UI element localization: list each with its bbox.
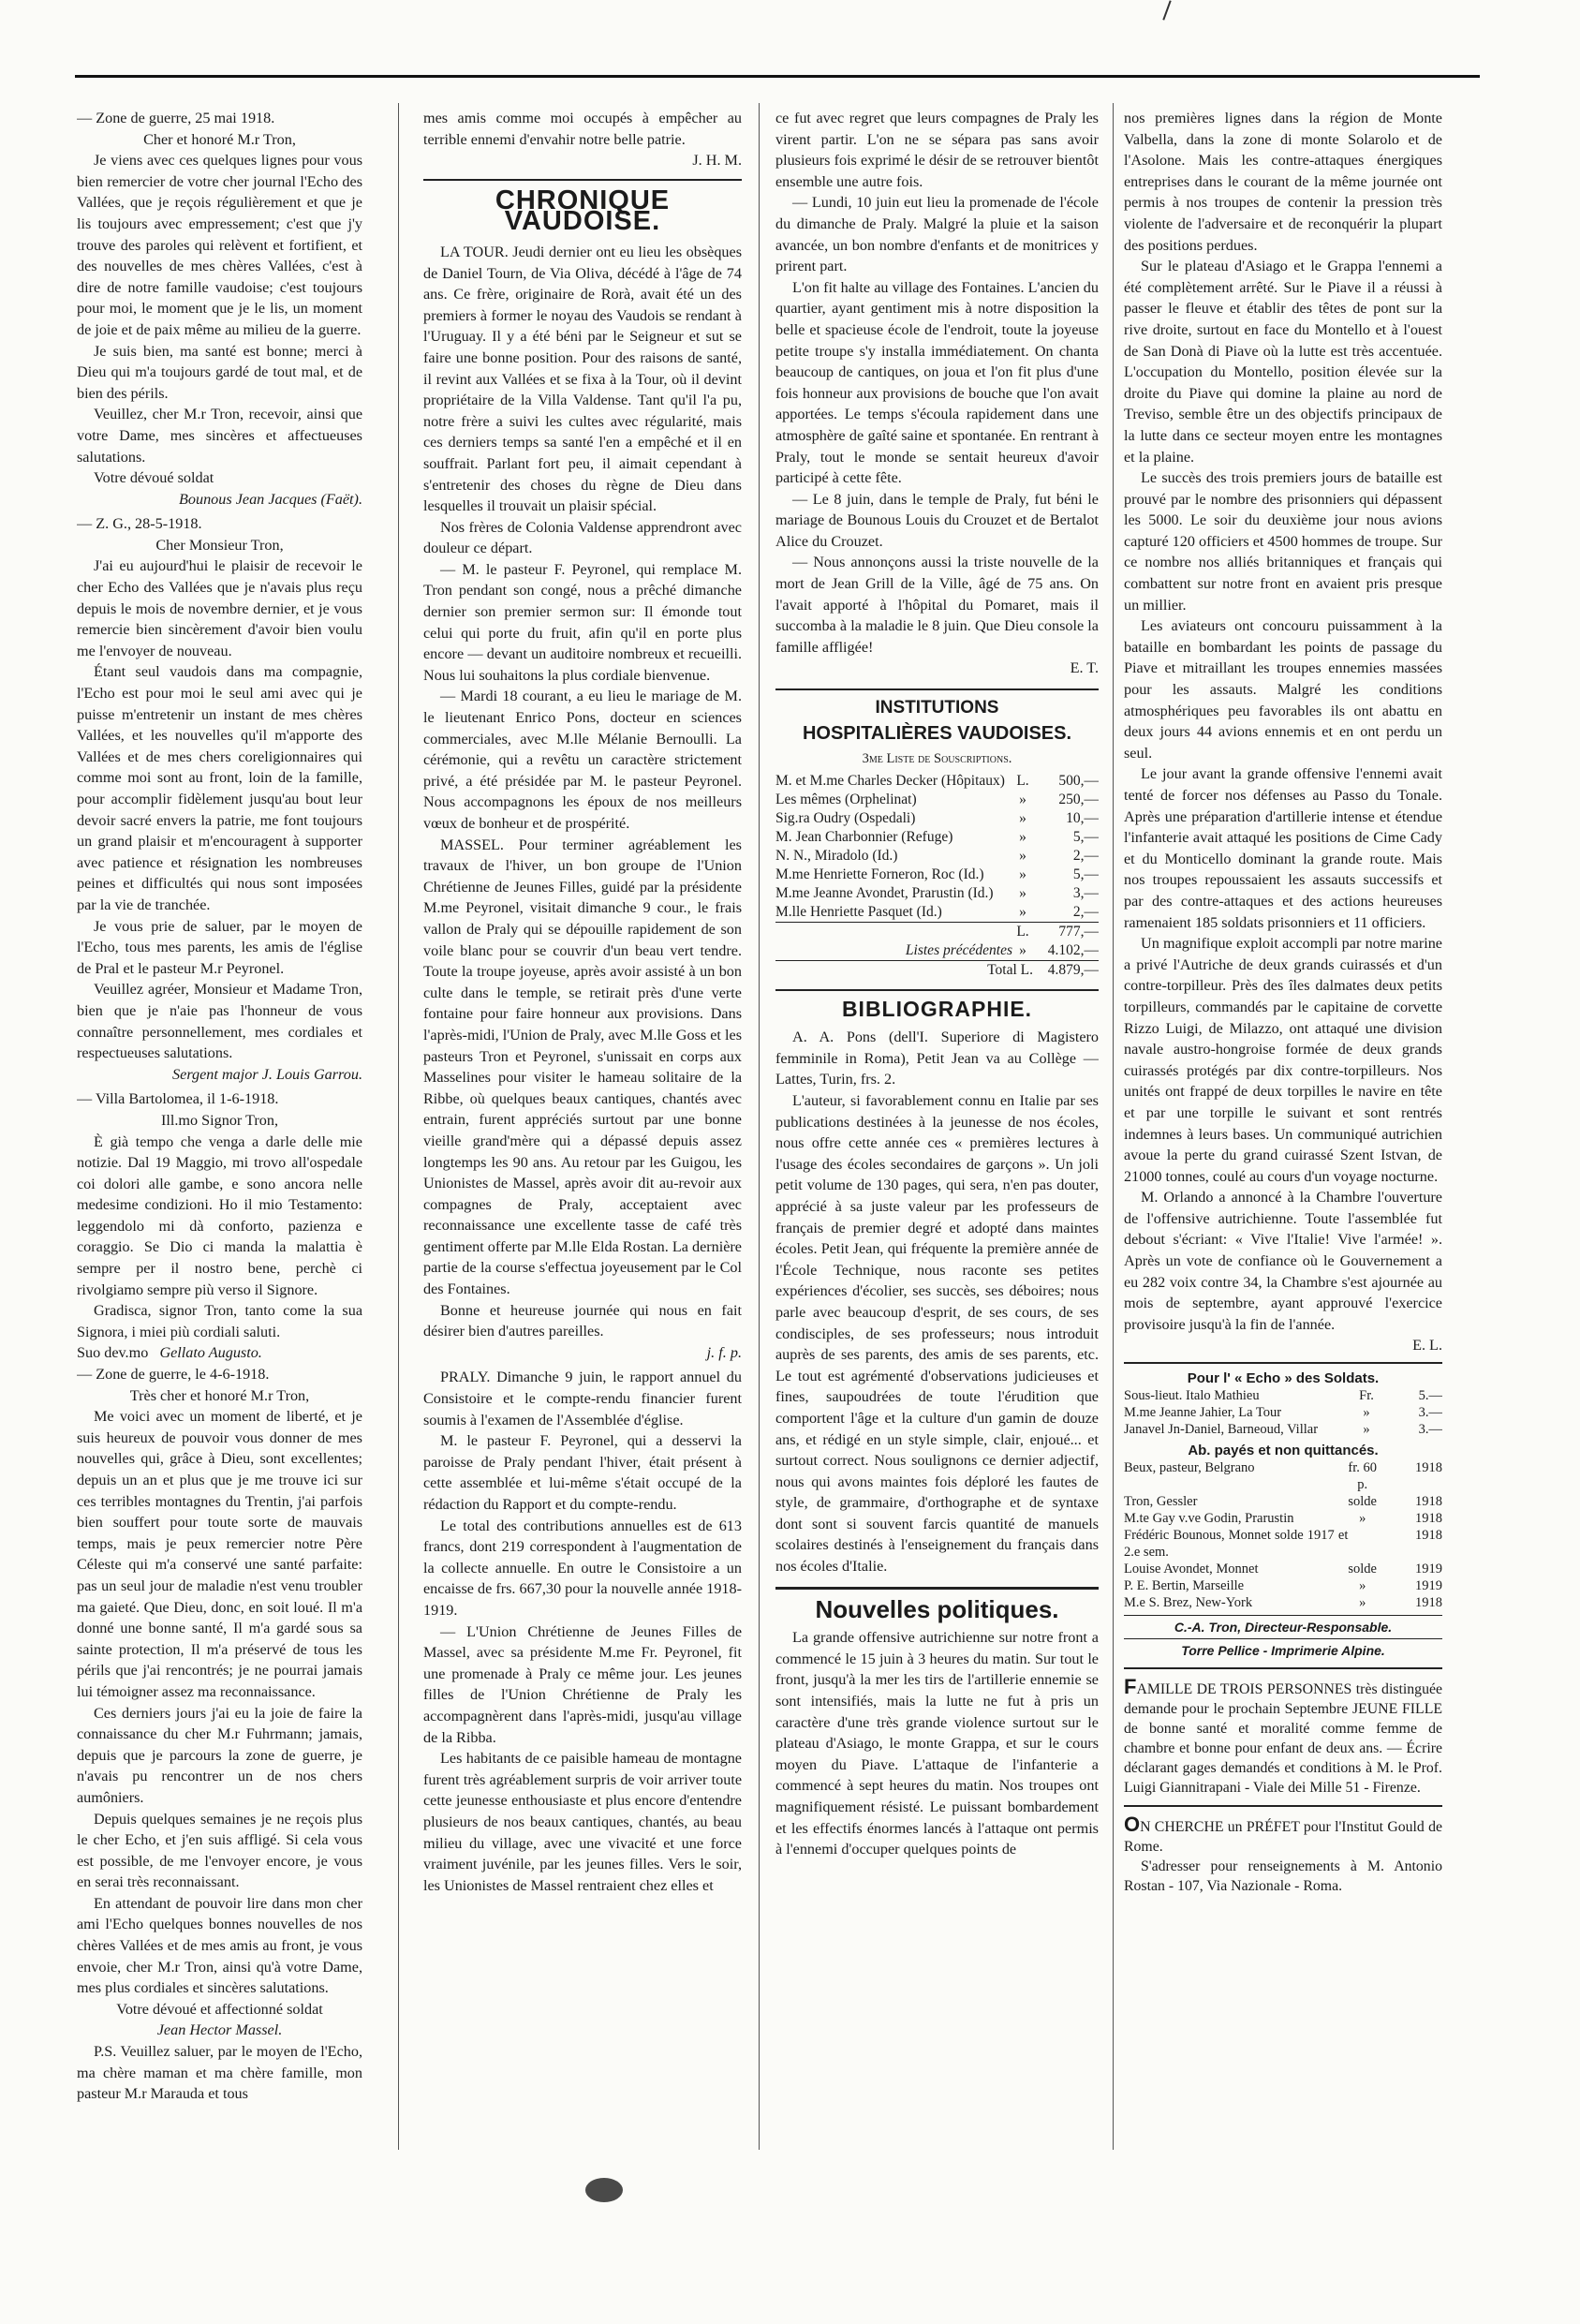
subscription-row [775, 847, 1099, 866]
subscriber-name: Tron, Gessler [1124, 1494, 1198, 1510]
subscriber-name: P. E. Bertin, Marseille [1124, 1578, 1245, 1594]
soldiers-fund-row [1124, 1387, 1442, 1404]
soldiers-fund-box [1124, 1362, 1442, 1660]
donor-name: M.lle Henriette Pasquet (Id.) [775, 903, 942, 920]
payment-year: 1919 [1415, 1562, 1442, 1577]
letter-closing-text: Suo dev.mo [77, 1344, 149, 1362]
letter-paragraph: Depuis quelques semaines je ne reçois plus le cher Echo, et j'en suis affligé. Si cela vous est possible, de me l'envoyer encore, je vous en serai très reconnaissant. [77, 1810, 362, 1891]
donation-amount: 3.— [1418, 1405, 1442, 1421]
donation-amount: 2,— [1072, 903, 1099, 920]
letter-signature: Gellato Augusto. [159, 1344, 262, 1362]
book-reference: A. A. Pons (dell'I. Superiore di Magistero femminile in Roma), Petit Jean va au Collège — Lattes, Turin, frs. 2. [775, 1029, 1099, 1088]
donor-name: N. N., Miradolo (Id.) [775, 847, 898, 864]
payment-year: 1919 [1415, 1578, 1442, 1594]
subscriber-name: M.e S. Brez, New-York [1124, 1595, 1253, 1611]
payment-note: solde [1348, 1562, 1377, 1577]
news-item: Le total des contributions annuelles est de 613 francs, dont 219 correspondent à l'augmentation de la collecte annuelle. En outre le Consistoire a un encaisse de frs. 667,30 pour la nouvelle année 1918-1919. [423, 1517, 742, 1619]
ink-blot [585, 2178, 623, 2202]
news-signature: E. L. [1412, 1337, 1442, 1354]
section-subtitle-hospitalieres: HOSPITALIÈRES VAUDOISES. [802, 723, 1072, 745]
payment-year: 1918 [1415, 1494, 1442, 1510]
news-item: — Nous annonçons aussi la triste nouvelle de la mort de Jean Grill de la Ville, âgé de 75 ans. On l'avait apporté à l'hôpital du Pomaret, mais il succomba à la maladie le 8 juin. Que Dieu console la famille affligée! [775, 554, 1099, 656]
news-item: Un magnifique exploit accompli par notre marine a privé l'Autriche de deux grands cuirassés et d'un contre-torpilleur. Près des îles dalmates deux petits torpilleurs, commandés par le capitaine de corvette Rizzo Luigi, de Milazzo, ont attaqué une division navale austro-hongroise formée de deux grands cuirassés protégés par dix contre-torpilleurs. Nos unités ont frappé de deux torpilles le navire en tête et par une torpille le suivant et sont rentrés indemnes à leurs bases. Un communiqué autrichien avoue la perte du grand cuirassé Szent Istvan, de 21000 tonnes, coulé au cours d'un voyage nocturne. [1124, 935, 1442, 1185]
soldiers-fund-row [1124, 1421, 1442, 1438]
letter-greeting: Cher Monsieur Tron, [155, 536, 284, 554]
total-row [775, 960, 1099, 980]
soldiers-fund-row [1124, 1404, 1442, 1421]
subscriber-name: Beux, pasteur, Belgrano [1124, 1460, 1255, 1476]
subscription-paid-row [1124, 1561, 1442, 1577]
news-item: Bonne et heureuse journée qui nous en fait désirer bien d'autres pareilles. [423, 1301, 742, 1340]
subscription-list-title: 3me Liste de Souscriptions. [862, 751, 1012, 767]
letter-paragraph: Étant seul vaudois dans ma compagnie, l'Echo est pour moi le seul ami avec qui je puisse m'entretenir un instant de mes chères Vallées, et les nouvelles qu'il m'apporte des Vallées et de mes chers coreligionnaires qui comme moi sont au front, loin de la famille, pour accomplir fidèlement jusqu'au bout leur devoir sacré envers la patrie, me font toujours un grand plaisir et m'encouragent à supporter avec patience et résignation les nombreuses peines et difficultés qui nous sont imposées par la vie de tranchée. [77, 663, 362, 913]
total-amount: 4.879,— [1033, 960, 1099, 980]
currency-mark: » [1019, 847, 1026, 864]
news-item: Le succès des trois premiers jours de bataille est prouvé par le nombre des prisonniers qui dépassent les 5000. Le soir du deuxième jour nous avions capturé 120 officiers et 4500 hommes de troupe. Sur ce nombre nos alliés britanniques et français qui combattent sur notre front en avaient pris presque un millier. [1124, 469, 1442, 614]
currency-mark: » [1019, 884, 1026, 901]
letter-paragraph: Me voici avec un moment de liberté, et je suis heureux de pouvoir vous donner de mes nouvelles qui, grâce à Dieu, sont excellentes; depuis un an et plus que je me trouve ici sur ces terribles montagnes du Trentin, j'ai parfois bien souffert pour toute sorte de mauvais temps, mais je peux remercier notre Père Céleste qui m'a conservé une santé parfaite: pas un seul jour de maladie n'est venu troubler ma gaieté. Que Dieu, donc, en soit loué. Il m'a donné une bonne santé, Il m'a gardé sous sa sainte protection, Il m'a préservé de tous les périls que j'ai rencontrés; je ne pourrai jamais lui témoigner assez ma reconnaissance. [77, 1408, 362, 1700]
ad-dropcap: O [1124, 1813, 1141, 1837]
currency-mark: Fr. [1359, 1388, 1374, 1404]
previous-lists-label: Listes précédentes [905, 941, 1012, 958]
director-line: C.-A. Tron, Directeur-Responsable. [1124, 1615, 1442, 1636]
subscription-row [775, 866, 1099, 884]
payment-year: 1918 [1415, 1528, 1442, 1544]
news-signature: E. T. [1070, 659, 1099, 677]
donor-name: Sous-lieut. Italo Mathieu [1124, 1388, 1260, 1404]
news-item: — Mardi 18 courant, a eu lieu le mariage de M. le lieutenant Enrico Pons, docteur en sciences commerciales, avec M.lle Mélanie Bernoulli. La cérémonie, qui a revêtu un caractère strictement privé, a été présidée par M. le pasteur Peyronel. Nous accompagnons les époux de nos meilleurs vœux de bonheur et de prospérité. [423, 688, 742, 832]
letter-closing: Votre dévoué soldat [94, 469, 214, 487]
printer-line: Torre Pellice - Imprimerie Alpine. [1124, 1638, 1442, 1660]
currency-mark: » [1363, 1422, 1370, 1438]
letter-date: — Zone de guerre, 25 mai 1918. [77, 110, 275, 126]
news-item: — Le 8 juin, dans le temple de Praly, fut béni le mariage de Bounous Louis du Crouzet et de Bertalot Alice du Crouzet. [775, 490, 1099, 550]
donation-amount: 10,— [1066, 809, 1099, 826]
subscription-paid-row [1124, 1510, 1442, 1527]
column-divider [759, 103, 760, 2150]
news-signature: j. f. p. [706, 1343, 742, 1361]
subscription-paid-row [1124, 1459, 1442, 1493]
soldiers-fund-table [1124, 1387, 1442, 1438]
classified-ad-famille [1124, 1667, 1442, 1798]
donor-name: Les mêmes (Orphelinat) [775, 791, 917, 807]
classified-ad-prefet [1124, 1805, 1442, 1896]
ad-text: N CHERCHE un PRÉFET pour l'Institut Gould de Rome. [1124, 1819, 1442, 1856]
letter-paragraph: J'ai eu aujourd'hui le plaisir de recevoir le cher Echo des Vallées que je n'avais plus reçu depuis le mois de novembre dernier, et je vous remercie bien sincèrement d'avoir bien voulu me l'envoyer de nouveau. [77, 557, 362, 659]
news-continued: nos premières lignes dans la région de Monte Valbella, dans la zone di monte Solarolo et de l'Asolone. Mais les contre-attaques énergiques entreprises dans le courant de la même journée ont permis à nos troupes de contenir la pression très violente de l'adversaire et de reconquérir la plupart des positions perdues. [1124, 110, 1442, 254]
subscription-table [775, 772, 1099, 980]
subscriptions-table [1124, 1459, 1442, 1611]
payment-year: 1918 [1415, 1460, 1442, 1476]
news-item: — Lundi, 10 juin eut lieu la promenade de l'école du dimanche de Praly. Malgré la pluie et la saison avancée, un bon nombre d'enfants et de monitrices y prirent part. [775, 194, 1099, 275]
letter-greeting: Cher et honoré M.r Tron, [143, 130, 296, 148]
news-item: LA TOUR. Jeudi dernier ont eu lieu les obsèques de Daniel Tourn, de Via Oliva, décédé à l'âge de 74 ans. Ce frère, originaire de Rorà, avait été un des premiers à former le noyau des Vaudois se rendant à l'Uruguay. Il y a été béni par le Seigneur et sut se faire une bonne position. Pour des raisons de santé, il revint aux Vallées et se fixa à la Tour, où il devint propriétaire de la Villa Valdense. Tant qu'il l'a pu, notre frère a suivi les cultes avec régularité, mais ces derniers temps sa santé l'en a empêché et il en souffrait. Parlant fort peu, il aimait cependant à s'entretenir des choses du règne de Dieu dans lesquelles il trouvait un plaisir spécial. [423, 243, 742, 515]
currency-mark: » [1019, 903, 1026, 920]
news-item: Les aviateurs ont concouru puissamment à la bataille en bombardant les points de passage du Piave et mitraillant les troupes ennemies massées pour les assauts. Malgré les conditions atmosphériques peu favorables ils ont abattu en deux jours 44 avions ennemis et en ont perdu un seul. [1124, 617, 1442, 762]
column-2 [423, 108, 742, 2140]
total-label: Total L. [775, 960, 1033, 980]
subscription-paid-row [1124, 1527, 1442, 1561]
letter-signature: Sergent major J. Louis Garrou. [172, 1065, 362, 1083]
payment-year: 1918 [1415, 1595, 1442, 1611]
letter-paragraph: Veuillez agréer, Monsieur et Madame Tron, bien que je n'aie pas l'honneur de vous connaître personnellement, mes cordiales et respectueuses salutations. [77, 981, 362, 1062]
donation-amount: 3.— [1418, 1422, 1442, 1438]
currency-mark: » [1363, 1405, 1370, 1421]
news-item: PRALY. Dimanche 9 juin, le rapport annuel du Consistoire et le compte-rendu financier furent soumis à l'examen de l'Assemblée d'église. [423, 1369, 742, 1428]
section-title-bibliographie: BIBLIOGRAPHIE. [775, 989, 1099, 1020]
payment-note: » [1359, 1578, 1366, 1594]
ad-text: S'adresser pour renseignements à M. Antonio Rostan - 107, Via Nazionale - Roma. [1124, 1858, 1442, 1895]
donor-name: M.me Henriette Forneron, Roc (Id.) [775, 866, 984, 882]
news-item: M. Orlando a annoncé à la Chambre l'ouverture de l'offensive autrichienne. Toute l'assemblée fut debout s'écriant: « Vive l'Italie! Vive l'armée! ». Après un vote de confiance où le Gouvernement a eu 282 voix contre 34, la Chambre s'est ajournée au mois de septembre, ayant approuvé l'exercice provisoire jusqu'à la fin de l'année. [1124, 1189, 1442, 1333]
letter-paragraph: Je viens avec ces quelques lignes pour vous bien remercier de votre cher journal l'Echo des Vallées, que je reçois régulièrement et que je lis toujours avec empressement; c'est que j'y trouve des paroles qui relèvent et fortifient, et des nouvelles de mes chères Vallées, c'est à dire de notre famille vaudoise; c'est toujours pour moi, le moment que je le lis, un moment de joie et de paix même au milieu de la guerre. [77, 152, 362, 338]
letter-paragraph: Je vous prie de saluer, par le moyen de l'Echo, tous mes parents, les amis de l'église de Pral et le pasteur M.r Peyronel. [77, 917, 362, 977]
letter-signature: J. H. M. [692, 152, 742, 170]
column-1 [77, 108, 362, 2140]
payment-note: solde [1348, 1494, 1377, 1510]
section-title-institutions: INSTITUTIONS [775, 688, 1099, 718]
news-item: MASSEL. Pour terminer agréablement les travaux de l'hiver, un bon groupe de l'Union Chrétienne de Jeunes Filles, guidé par la présidente M.me Peyronel, visitait dimanche 9 cour., le frais vallon de Praly qui se dépouille rapidement de son voile blanc pour se couvrir d'un beau vert tendre. Toute la troupe joyeuse, après avoir assisté à un bon culte dans le temple, se retirait près d'une verte fontaine pour faire honneur aux provisions. Dans l'après-midi, l'Union de Praly, avec M.lle Goss et les pasteurs Tron et Peyronel, s'unissait en corps aux Masselines pour visiter le hameau solitaire de la Ribbe, où quelques beaux cantiques, chantés avec entrain, furent appréciés surtout par une bonne vieille grand'mère qui a dépassé depuis assez longtemps les 90 ans. Au retour par les Guigou, les Unionistes de Massel, après avoir dit au-revoir aux compagnes de Praly, acceptaient avec reconnaissance une excellente tasse de café très gentiment offerte par M.lle Elda Rostan. La dernière partie de la course s'effectua joyeusement par le Col des Fontaines. [423, 836, 742, 1298]
news-item: L'on fit halte au village des Fontaines. L'ancien du quartier, ayant gentiment mis à notre disposition la belle et spacieuse école de l'endroit, toute la joyeuse petite troupe s'y installa immédiatement. On chanta beaucoup de cantiques, on joua et l'on fit plus d'une fois honneur aux provisions de bouche que l'on avait apportées. Le temps s'écoula rapidement dans une atmosphère de gaîté saine et spontanée. En rentrant à Praly, tout le monde se sentait heureux d'avoir participé à cette fête. [775, 278, 1099, 487]
book-review: L'auteur, si favorablement connu en Italie par ses publications destinées à la jeunesse de nos écoles, nous offre cette année ces « premières lectures à l'usage des écoles secondaires de garçons ». Un joli petit volume de 130 pages, qui sera, n'en pas douter, apprécié à sa juste valeur par les professeurs de français de premier degré et adopté dans maintes écoles. Petit Jean, qui fréquente la première année de l'École Technique, nous raconte ses petites expériences d'écolier, ses succès, ses déboires; nous parle avec beaucoup d'esprit, de ses cours, de ses condisciples, de ses professeurs; nous introduit auprès de ses parents, des amis de ses parents, etc. Le tout est agrémenté d'observations judicieuses et fines, saupoudrées de toute l'érudition que comportent l'âge et la culture d'un gamin de douze ans, et rédigé en un style simple, clair, enjoué... et surtout correct. Nous soulignons ce dernier adjectif, nous qui avons maintes fois déploré les fautes de style, de grammaire, d'orthographe et de syntaxe dont sont si souvent farcis quantité de manuels scolaires destinés à l'enseignement du français dans nos écoles d'Italie. [775, 1092, 1099, 1576]
donation-amount: 5,— [1072, 828, 1099, 845]
donation-amount: 3,— [1072, 884, 1099, 901]
news-item: M. le pasteur F. Peyronel, qui a desservi la paroisse de Praly pendant l'hiver, était présent à cette assemblée et lui-même s'était occupé de la rédaction du Rapport et du compte-rendu. [423, 1432, 742, 1513]
letter-continued: mes amis comme moi occupés à empêcher au terrible ennemi d'envahir notre belle patrie. [423, 110, 742, 148]
donor-name: M. Jean Charbonnier (Refuge) [775, 828, 953, 845]
payment-note: » [1359, 1511, 1366, 1527]
news-item: — L'Union Chrétienne de Jeunes Filles de Massel, avec sa présidente M.me Fr. Peyronel, fit une promenade à Praly ce même jour. Les jeunes filles de l'Union Chrétienne de Praly les accompagnèrent dans l'après-midi, jusqu'au village de la Ribba. [423, 1622, 742, 1746]
letter-postscript: P.S. Veuillez saluer, par le moyen de l'Echo, ma chère maman et ma chère famille, mon pasteur M.r Marauda et tous [77, 2043, 362, 2103]
news-item: Le jour avant la grande offensive l'ennemi avait tenté de forcer nos défenses au Passo du Tonale. Après une préparation d'artillerie intense et étendue l'infanterie avait attaqué les positions de Cime Cady et du Monticello dominant la grande route. Mais nos troupes repoussaient les assauts successifs et par des contre-attaques et des actions heureuses ramenaient 185 soldats prisonniers et 11 officiers. [1124, 765, 1442, 931]
column-4 [1124, 108, 1442, 2140]
donor-name: Sig.ra Oudry (Ospedali) [775, 809, 916, 826]
donor-name: M. et M.me Charles Decker (Hôpitaux) [775, 772, 1005, 789]
news-item: La grande offensive autrichienne sur notre front a commencé le 15 juin à 3 heures du matin. Sur tout le front, jusqu'à la mer les tirs de l'artillerie ennemie se sont intensifiés, mais la lutte ne fut à pris un caractère d'une très grande violence surtout sur le plateau d'Asiago, le monte Grappa, et sur le cours moyen du Piave. L'attaque de l'infanterie a commencé à sept heures du matin. Nos troupes ont magnifiquement résisté. Le puissant bombardement et les effectifs énormes lancés à l'attaque ont permis à l'ennemi d'occuper quelques points de [775, 1629, 1099, 1858]
donor-name: Janavel Jn-Daniel, Barneoud, Villar [1124, 1422, 1319, 1438]
subtotal-amount: 777,— [1033, 922, 1099, 941]
soldiers-fund-title: Pour l' « Echo » des Soldats. [1187, 1370, 1380, 1387]
donation-amount: 5.— [1418, 1388, 1442, 1404]
letter-closing: Votre dévoué et affectionné soldat [116, 2000, 323, 2018]
letter-closing [77, 1342, 362, 1364]
currency-mark: L. [1016, 772, 1029, 789]
letter-signature: Jean Hector Massel. [156, 2021, 283, 2039]
currency-mark: » [1019, 828, 1026, 845]
top-rule [75, 75, 1480, 78]
subscriber-name: Louise Avondet, Monnet [1124, 1562, 1259, 1577]
news-item: Sur le plateau d'Asiago et le Grappa l'ennemi a été complètement arrêté. Sur le Piave il a réussi à passer le fleuve et établir des têtes de pont sur la rive droite, surtout en face du Montello et à l'ouest de San Donà di Piave où la lutte est très accentuée. L'occupation du Montello, position élevée sur la droite du Piave qui domine la plaine au nord de Treviso, semble être un des objectifs principaux de la lutte dans ce secteur moyen entre les montagnes et la plaine. [1124, 258, 1442, 466]
previous-lists-amount: 4.102,— [1047, 941, 1099, 958]
ad-dropcap: F [1124, 1675, 1137, 1699]
donation-amount: 250,— [1058, 791, 1099, 807]
currency-mark: L. [1012, 922, 1033, 941]
payment-note [1348, 1527, 1377, 1561]
payment-note: fr. 60 p. [1348, 1460, 1377, 1493]
news-item: Nos frères de Colonia Valdense apprendront avec douleur ce départ. [423, 518, 742, 557]
payment-year: 1918 [1415, 1511, 1442, 1527]
column-divider [398, 103, 399, 2150]
donation-amount: 2,— [1072, 847, 1099, 864]
section-title-chronique: CHRONIQUE VAUDOISE. [423, 179, 742, 232]
letter-paragraph: En attendant de pouvoir lire dans mon cher ami l'Echo quelques bonnes nouvelles de nos chères Vallées et de mes amis au front, je vous envoie, cher M.r Tron, ainsi qu'à votre Dame, mes plus cordiales et sincères salutations. [77, 1894, 362, 1997]
subscription-paid-row [1124, 1493, 1442, 1510]
letter-greeting: Très cher et honoré M.r Tron, [129, 1386, 310, 1404]
donor-name: M.me Jeanne Avondet, Prarustin (Id.) [775, 884, 994, 901]
currency-mark: » [1019, 866, 1026, 882]
news-item: — M. le pasteur F. Peyronel, qui remplace M. Tron pendant son congé, nous a prêché dimanche dernier son premier sermon sur: Il émonde tout celui qui porte du fruit, afin qu'il en porte plus encore — devant un auditoire nombreux et recueilli. Nous lui souhaitons la plus cordiale bienvenue. [423, 560, 742, 684]
subscription-row [775, 809, 1099, 828]
currency-mark: » [1019, 791, 1026, 807]
pen-mark [1162, 0, 1171, 20]
letter-date: — Villa Bartolomea, il 1-6-1918. [77, 1090, 279, 1108]
subscriptions-title: Ab. payés et non quittancés. [1188, 1443, 1379, 1459]
subscription-row [775, 772, 1099, 791]
subscription-paid-row [1124, 1577, 1442, 1594]
subscription-row [775, 828, 1099, 847]
donation-amount: 500,— [1058, 772, 1099, 789]
column-divider [1113, 103, 1114, 2150]
ad-text: AMILLE DE TROIS PERSONNES très distinguée demande pour le prochain Septembre JEUNE FILLE de bonne santé et moralité comme femme de chambre et bonne pour enfant de deux ans. — Écrire déclarant gages demandés et conditions à M. le Prof. Luigi Giannitrapani - Viale dei Mille 51 - Firenze. [1124, 1681, 1442, 1797]
letter-paragraph: È già tempo che venga a darle delle mie notizie. Dal 19 Maggio, mi trovo all'ospedale coi dolori alle gambe, e sono ancora nelle medesime condizioni. Ho il mio Testamento: leggendolo mi dà conforto, pazienza e coraggio. Se Dio ci manda la malattia è sempre per il nostro bene, perchè ci rivolgiamo sempre più verso il Signore. [77, 1132, 362, 1298]
section-title-nouvelles: Nouvelles politiques. [775, 1587, 1099, 1621]
subtotal-row [775, 922, 1099, 941]
letter-paragraph: Je suis bien, ma santé est bonne; merci à Dieu qui m'a toujours gardé de tout mal, et de bien des périls. [77, 342, 362, 402]
currency-mark: » [1019, 941, 1026, 958]
letter-date: — Zone de guerre, le 4-6-1918. [77, 1366, 270, 1384]
subscriber-name: M.te Gay v.ve Godin, Prarustin [1124, 1511, 1294, 1527]
subscriber-name: Frédéric Bounous, Monnet solde 1917 et 2.e sem. [1124, 1528, 1349, 1561]
news-continued: ce fut avec regret que leurs compagnes de Praly les virent partir. L'on ne se sépara pas sans avoir plusieurs fois exprimé le désir de se retrouver bientôt ensemble une autre fois. [775, 110, 1099, 190]
subscription-row [775, 884, 1099, 903]
previous-lists-row [775, 941, 1099, 961]
subscription-paid-row [1124, 1594, 1442, 1611]
donor-name: M.me Jeanne Jahier, La Tour [1124, 1405, 1282, 1421]
letter-paragraph: Veuillez, cher M.r Tron, recevoir, ainsi que votre Dame, mes sincères et affectueuses salutations. [77, 406, 362, 466]
letter-paragraph: Ces derniers jours j'ai eu la joie de faire la connaissance du cher M.r Fuhrmann; jamais, depuis que je parcours la zone de guerre, je n'avais pu rencontrer un de nos chers aumôniers. [77, 1704, 362, 1806]
letter-signature: Bounous Jean Jacques (Faët). [179, 490, 362, 508]
subscription-row [775, 791, 1099, 809]
letter-greeting: Ill.mo Signor Tron, [160, 1111, 279, 1129]
news-item: Les habitants de ce paisible hameau de montagne furent très agréablement surpris de voir arriver toute cette jeunesse enthousiaste et plus encore d'entendre plusieurs de nos beaux cantiques, chantés, au beau milieu du village, avec une vivacité et une force vraiment juvénile, par les jeunes filles. Vers le soir, les Unionistes de Massel rentraient chez elles et [423, 1750, 742, 1894]
letter-date: — Z. G., 28-5-1918. [77, 515, 202, 533]
subscription-row [775, 903, 1099, 923]
currency-mark: » [1019, 809, 1026, 826]
donation-amount: 5,— [1072, 866, 1099, 882]
payment-note: » [1359, 1595, 1366, 1611]
column-3 [775, 108, 1099, 2140]
letter-paragraph: Gradisca, signor Tron, tanto come la sua Signora, i miei più cordiali saluti. [77, 1302, 362, 1340]
